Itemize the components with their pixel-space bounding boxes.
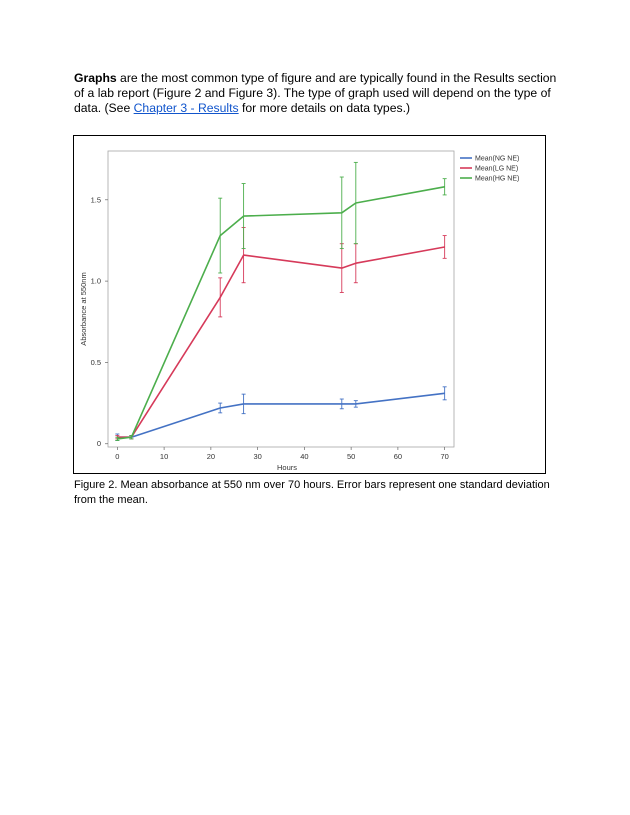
intro-bold-term: Graphs — [74, 71, 117, 85]
intro-text-2: for more details on data types.) — [238, 101, 411, 115]
absorbance-line-chart — [74, 136, 544, 472]
y-tick-label: 0.5 — [90, 357, 101, 367]
y-axis-label: Absorbance at 550nm — [79, 272, 88, 346]
chapter-results-link[interactable]: Chapter 3 - Results — [133, 101, 239, 115]
y-tick-label: 0 — [96, 439, 101, 449]
x-tick-label: 70 — [440, 452, 449, 461]
x-tick-label: 0 — [115, 452, 120, 461]
x-tick-label: 10 — [159, 452, 169, 461]
figure-caption: Figure 2. Mean absorbance at 550 nm over 70 hours. Error bars represent one standard deviation from the mean. — [74, 479, 550, 506]
intro-paragraph — [74, 71, 564, 116]
x-axis-label: Hours — [276, 463, 298, 472]
legend-label: Mean(HG NE) — [475, 175, 520, 183]
figure-2 — [73, 135, 546, 474]
legend-label: Mean(LG NE) — [475, 165, 519, 173]
x-tick-label: 60 — [393, 452, 403, 461]
y-tick-label: 1.0 — [90, 276, 101, 286]
x-tick-label: 50 — [346, 452, 356, 461]
y-tick-label: 1.5 — [90, 195, 101, 205]
x-tick-label: 40 — [300, 452, 309, 461]
plot-area — [108, 151, 454, 447]
legend-label: Mean(NG NE) — [475, 155, 520, 163]
x-tick-label: 30 — [253, 452, 262, 461]
x-tick-label: 20 — [206, 452, 216, 461]
intro-text-1: are the most common type of figure and are typically found in the Results section of a lab report (Figure 2 and Figure 3). The type of graph used will depend on the type of data. (See — [74, 71, 557, 115]
